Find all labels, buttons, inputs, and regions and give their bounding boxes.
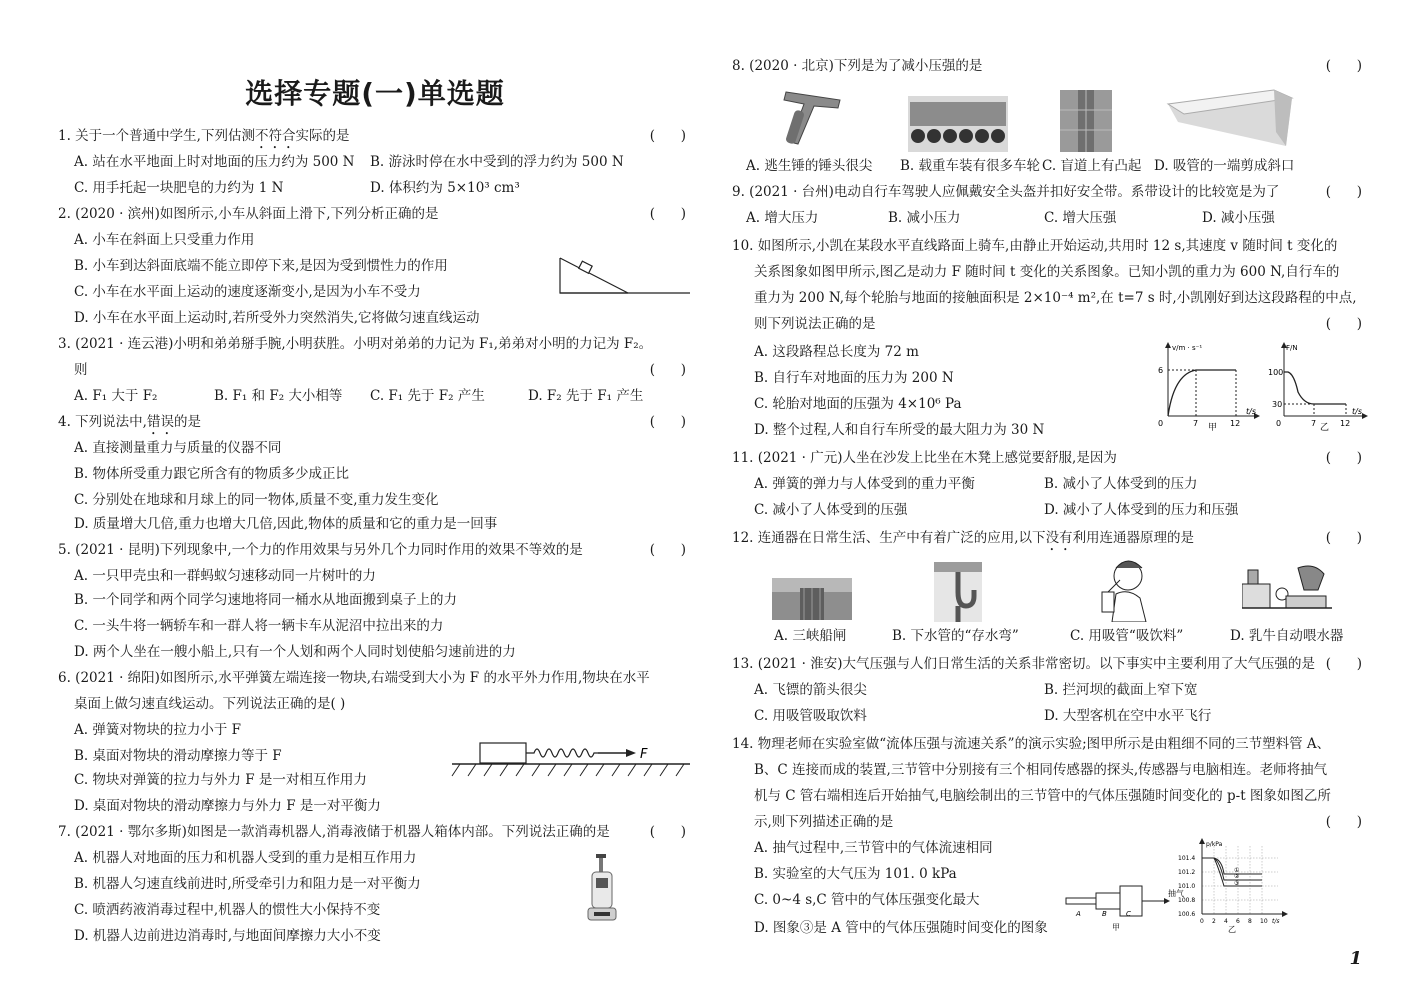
q3-stem: 3. (2021 · 连云港)小明和弟弟掰手腕,小明获胜。小明对弟弟的力记为 F₁,弟弟对小明的力记为 F₂。 <box>58 336 653 352</box>
q5-option-c: C. 一头牛将一辆轿车和一群人将一辆卡车从泥沼中拉出来的力 <box>74 618 444 634</box>
q10-answer-paren: ( ) <box>1325 316 1362 332</box>
pt-y-101-0: 101.0 <box>1178 883 1196 890</box>
q2-answer-paren: ( ) <box>649 206 686 222</box>
pressure-time-graph <box>1178 838 1288 934</box>
q13-answer-paren: ( ) <box>1325 656 1362 672</box>
pt-x-8: 8 <box>1248 918 1252 925</box>
q6-option-a: A. 弹簧对物块的拉力小于 F <box>74 722 241 738</box>
q4-option-a: A. 直接测量重力与质量的仪器不同 <box>74 440 282 456</box>
pipe-a-label: A <box>1076 910 1081 918</box>
ft-x0: 0 <box>1276 419 1282 428</box>
q7-answer-paren: ( ) <box>649 824 686 840</box>
q9-option-d: D. 减小压强 <box>1202 210 1275 226</box>
page-number: 1 <box>1349 948 1362 969</box>
ft-y30: 30 <box>1272 400 1283 409</box>
q11-option-c: C. 减小了人体受到的压强 <box>754 502 908 518</box>
q13-option-d: D. 大型客机在空中水平飞行 <box>1044 708 1212 724</box>
q9-stem: 9. (2021 · 台州)电动自行车驾驶人应佩戴安全头盔并扣好安全带。系带设计的比较宽是为了 <box>732 184 1280 200</box>
q6-stem-cont: 桌面上做匀速直线运动。下列说法正确的是( ) <box>74 696 346 712</box>
page-title: 选择专题(一)单选题 <box>245 77 505 110</box>
tactile-paving-image <box>1060 90 1112 152</box>
q10-stem-4: 则下列说法正确的是 <box>754 316 876 332</box>
q3-option-c: C. F₁ 先于 F₂ 产生 <box>370 388 485 404</box>
pt-x-10: 10 <box>1260 918 1268 925</box>
q4-option-c: C. 分别处在地球和月球上的同一物体,质量不变,重力发生变化 <box>74 492 439 508</box>
pipe-apparatus-figure <box>1064 880 1184 934</box>
pt-x-2: 2 <box>1212 918 1216 925</box>
q14-option-c: C. 0~4 s,C 管中的气体压强变化最大 <box>754 892 980 908</box>
q8-option-a: A. 逃生锤的锤头很尖 <box>746 158 873 174</box>
pt-x-6: 6 <box>1236 918 1240 925</box>
vt-name: 甲 <box>1208 423 1218 432</box>
q4-answer-paren: ( ) <box>649 414 686 430</box>
q12-option-a: A. 三峡船闸 <box>774 628 847 644</box>
q4-option-b: B. 物体所受重力跟它所含有的物质多少成正比 <box>74 466 350 482</box>
q14-stem-2: B、C 连接而成的装置,三节管中分别接有三个相同传感器的探头,传感器与电脑相连。老师将抽气 <box>754 762 1328 778</box>
disinfection-robot-image <box>582 852 622 924</box>
child-drinking-straw-image <box>1086 554 1156 622</box>
pt-x-4: 4 <box>1224 918 1228 925</box>
q5-option-d: D. 两个人坐在一艘小船上,只有一个人划和两个人同时划使船匀速前进的力 <box>74 644 516 660</box>
q14-stem-1: 14. 物理老师在实验室做“流体压强与流速关系”的演示实验;图甲所示是由粗细不同的三节塑料管 A、 <box>732 736 1331 752</box>
q8-stem: 8. (2020 · 北京)下列是为了减小压强的是 <box>732 58 983 74</box>
q7-option-a: A. 机器人对地面的压力和机器人受到的重力是相互作用力 <box>74 850 417 866</box>
q13-stem: 13. (2021 · 淮安)大气压强与人们日常生活的关系非常密切。以下事实中主要利用了大气压强的是 <box>732 656 1316 672</box>
curve-1-label: ① <box>1234 867 1240 874</box>
pipe-c-label: C <box>1126 910 1131 918</box>
q7-option-c: C. 喷洒药液消毒过程中,机器人的惯性大小保持不变 <box>74 902 381 918</box>
q11-option-a: A. 弹簧的弹力与人体受到的重力平衡 <box>754 476 975 492</box>
q10-stem-1: 10. 如图所示,小凯在某段水平直线路面上骑车,由静止开始运动,共用时 12 s,其速度 v 随时间 t 变化的 <box>732 238 1338 254</box>
q12-stem: 12. 连通器在日常生活、生产中有着广泛的应用,以下没有利用连通器原理的是 <box>732 530 1195 546</box>
q6-stem: 6. (2021 · 绵阳)如图所示,水平弹簧左端连接一物块,右端受到大小为 F 的水平外力作用,物块在水平 <box>58 670 650 686</box>
q9-option-c: C. 增大压强 <box>1044 210 1117 226</box>
q1-option-b: B. 游泳时停在水中受到的浮力约为 500 N <box>370 154 624 170</box>
ft-x12: 12 <box>1340 419 1351 428</box>
q5-answer-paren: ( ) <box>649 542 686 558</box>
q14-answer-paren: ( ) <box>1325 814 1362 830</box>
ft-y100: 100 <box>1268 368 1284 377</box>
q1-stem: 1. 关于一个普通中学生,下列估测不符合实际的是 <box>58 128 350 144</box>
apparatus-name: 甲 <box>1112 923 1120 932</box>
curve-2-label: ② <box>1234 873 1240 880</box>
escape-hammer-image <box>768 86 844 150</box>
q12-option-d: D. 乳牛自动喂水器 <box>1230 628 1344 644</box>
q12-answer-paren: ( ) <box>1325 530 1362 546</box>
q7-option-d: D. 机器人边前进边消毒时,与地面间摩擦力大小不变 <box>74 928 381 944</box>
three-gorges-lock-image <box>772 578 852 620</box>
q8-option-b: B. 载重车装有很多车轮 <box>900 158 1041 174</box>
cattle-auto-waterer-image <box>1242 560 1332 622</box>
q11-option-d: D. 减小了人体受到的压力和压强 <box>1044 502 1239 518</box>
q8-option-d: D. 吸管的一端剪成斜口 <box>1154 158 1295 174</box>
vt-xlabel: t/s <box>1246 407 1256 416</box>
q9-option-b: B. 减小压力 <box>888 210 961 226</box>
pt-y-100-6: 100.6 <box>1178 911 1196 918</box>
q2-option-b: B. 小车到达斜面底端不能立即停下来,是因为受到惯性力的作用 <box>74 258 448 274</box>
vt-x0: 0 <box>1158 419 1164 428</box>
q14-stem-4: 示,则下列描述正确的是 <box>754 814 894 830</box>
heavy-truck-wheels-image <box>908 96 1008 152</box>
vt-ylabel: v/m · s⁻¹ <box>1172 344 1203 352</box>
q5-stem: 5. (2021 · 昆明)下列现象中,一个力的作用效果与另外几个力同时作用的效果不等效的是 <box>58 542 583 558</box>
q12-option-c: C. 用吸管“吸饮料” <box>1070 628 1184 644</box>
pt-y-101-4: 101.4 <box>1178 855 1196 862</box>
ft-ylabel: F/N <box>1286 344 1298 352</box>
pt-name: 乙 <box>1228 925 1236 934</box>
q14-option-d: D. 图象③是 A 管中的气体压强随时间变化的图象 <box>754 920 1048 936</box>
q6-option-d: D. 桌面对物块的滑动摩擦力与外力 F 是一对平衡力 <box>74 798 381 814</box>
q4-stem: 4. 下列说法中,错误的是 <box>58 414 201 430</box>
vt-x7: 7 <box>1193 419 1199 428</box>
pt-y-100-8: 100.8 <box>1178 897 1196 904</box>
q8-option-c: C. 盲道上有凸起 <box>1042 158 1142 174</box>
ft-x7: 7 <box>1311 419 1317 428</box>
vt-x12: 12 <box>1230 419 1241 428</box>
q2-option-d: D. 小车在水平面上运动时,若所受外力突然消失,它将做匀速直线运动 <box>74 310 480 326</box>
q7-option-b: B. 机器人匀速直线前进时,所受牵引力和阻力是一对平衡力 <box>74 876 421 892</box>
q5-option-a: A. 一只甲壳虫和一群蚂蚁匀速移动同一片树叶的力 <box>74 568 376 584</box>
q11-stem: 11. (2021 · 广元)人坐在沙发上比坐在木凳上感觉要舒服,是因为 <box>732 450 1117 466</box>
q14-option-b: B. 实验室的大气压为 101. 0 kPa <box>754 866 957 882</box>
q6-option-c: C. 物块对弹簧的拉力与外力 F 是一对相互作用力 <box>74 772 367 788</box>
q3-stem-cont: 则 <box>74 362 88 378</box>
q9-answer-paren: ( ) <box>1325 184 1362 200</box>
q10-option-c: C. 轮胎对地面的压强为 4×10⁶ Pa <box>754 396 962 412</box>
force-time-graph <box>1268 340 1368 432</box>
pt-xlabel: t/s <box>1272 918 1280 925</box>
q11-option-b: B. 减小了人体受到的压力 <box>1044 476 1198 492</box>
q14-option-a: A. 抽气过程中,三节管中的气体流速相同 <box>754 840 993 856</box>
pt-y-101-2: 101.2 <box>1178 869 1196 876</box>
q9-option-a: A. 增大压力 <box>746 210 819 226</box>
pump-label: 抽气 <box>1168 889 1184 898</box>
beveled-straw-image <box>1164 84 1296 150</box>
velocity-time-graph <box>1152 340 1260 432</box>
pipe-b-label: B <box>1102 910 1107 918</box>
q3-option-a: A. F₁ 大于 F₂ <box>74 388 158 404</box>
q1-option-d: D. 体积约为 5×10³ cm³ <box>370 180 520 196</box>
incline-cart-figure <box>558 256 692 296</box>
q10-option-a: A. 这段路程总长度为 72 m <box>754 344 919 360</box>
q1-answer-paren: ( ) <box>649 128 686 144</box>
q10-stem-2: 关系图象如图甲所示,图乙是动力 F 随时间 t 变化的关系图象。已知小凯的重力为 600 N,自行车的 <box>754 264 1340 280</box>
q3-answer-paren: ( ) <box>649 362 686 378</box>
q12-option-b: B. 下水管的“存水弯” <box>892 628 1019 644</box>
vt-y6: 6 <box>1158 366 1164 375</box>
q7-stem: 7. (2021 · 鄂尔多斯)如图是一款消毒机器人,消毒液储于机器人箱体内部。下列说法正确的是 <box>58 824 610 840</box>
q10-stem-3: 重力为 200 N,每个轮胎与地面的接触面积是 2×10⁻⁴ m²,在 t=7 s 时,小凯刚好到达这段路程的中点, <box>754 290 1357 306</box>
drain-trap-image <box>934 562 982 622</box>
q1-option-a: A. 站在水平地面上时对地面的压力约为 500 N <box>74 154 355 170</box>
q13-option-c: C. 用吸管吸取饮料 <box>754 708 867 724</box>
q10-option-b: B. 自行车对地面的压力为 200 N <box>754 370 954 386</box>
force-label: F <box>640 747 648 762</box>
curve-3-label: ③ <box>1234 880 1240 887</box>
q14-stem-3: 机与 C 管右端相连后开始抽气,电脑绘制出的三节管中的气体压强随时间变化的 p-t 图象如图乙所 <box>754 788 1331 804</box>
q13-option-b: B. 拦河坝的截面上窄下宽 <box>1044 682 1198 698</box>
q3-option-b: B. F₁ 和 F₂ 大小相等 <box>214 388 343 404</box>
q5-option-b: B. 一个同学和两个同学匀速地将同一桶水从地面搬到桌子上的力 <box>74 592 458 608</box>
q2-stem: 2. (2020 · 滨州)如图所示,小车从斜面上滑下,下列分析正确的是 <box>58 206 439 222</box>
pt-ylabel: p/kPa <box>1206 841 1223 848</box>
pt-x-0: 0 <box>1200 918 1204 925</box>
q4-option-d: D. 质量增大几倍,重力也增大几倍,因此,物体的质量和它的重力是一回事 <box>74 516 498 532</box>
q1-option-c: C. 用手托起一块肥皂的力约为 1 N <box>74 180 284 196</box>
q13-option-a: A. 飞镖的箭头很尖 <box>754 682 867 698</box>
q10-option-d: D. 整个过程,人和自行车所受的最大阻力为 30 N <box>754 422 1045 438</box>
q8-answer-paren: ( ) <box>1325 58 1362 74</box>
ft-name: 乙 <box>1320 423 1330 432</box>
ft-xlabel: t/s <box>1352 407 1362 416</box>
q11-answer-paren: ( ) <box>1325 450 1362 466</box>
q2-option-a: A. 小车在斜面上只受重力作用 <box>74 232 255 248</box>
q3-option-d: D. F₂ 先于 F₁ 产生 <box>528 388 644 404</box>
q2-option-c: C. 小车在水平面上运动的速度逐渐变小,是因为小车不受力 <box>74 284 421 300</box>
spring-block-figure <box>450 738 692 780</box>
q6-option-b: B. 桌面对物块的滑动摩擦力等于 F <box>74 748 282 764</box>
